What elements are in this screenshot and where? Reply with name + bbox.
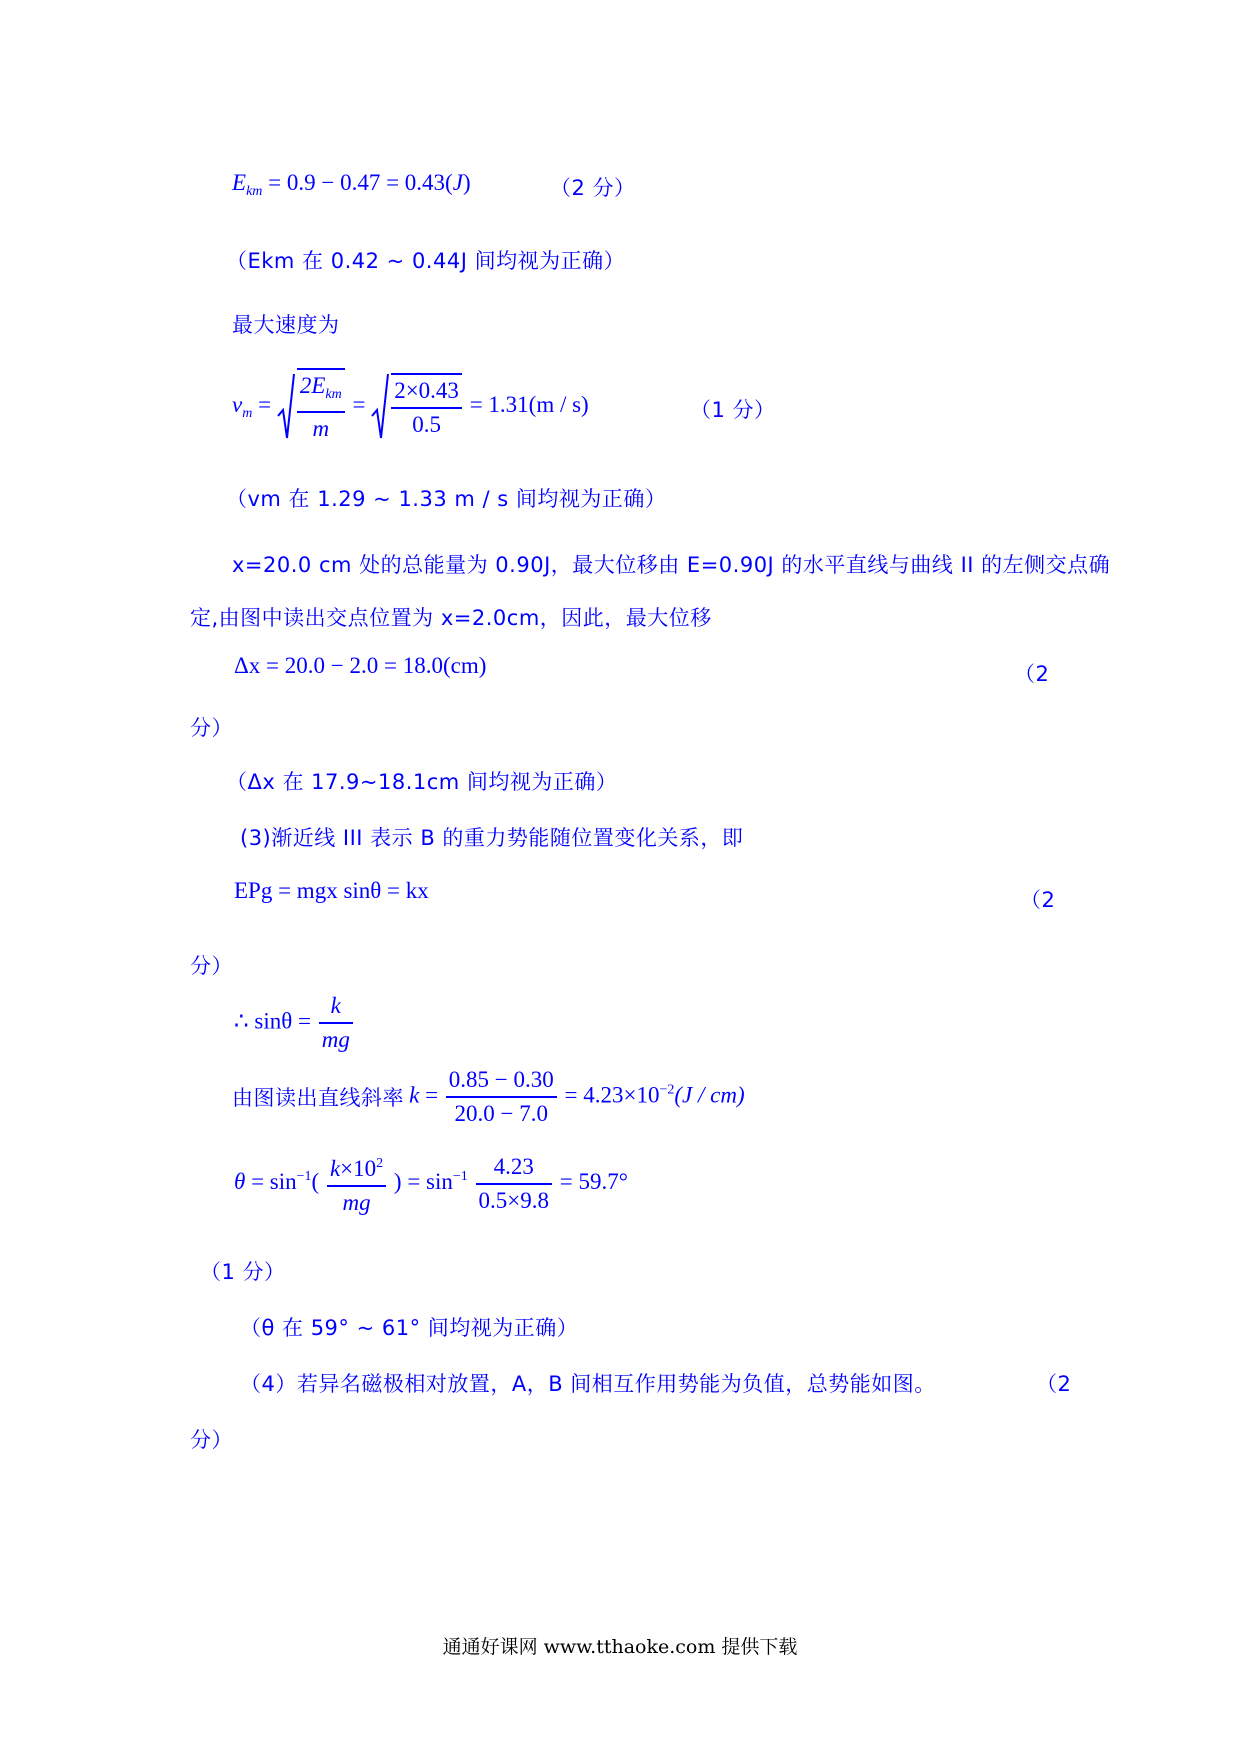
score-2-close: 分）	[190, 954, 233, 978]
delta-x-equation: Δx = 20.0 − 2.0 = 18.0(cm)	[234, 653, 487, 678]
score-1: （1 分）	[200, 1260, 286, 1284]
sqrt-sign	[277, 372, 295, 442]
page-footer: 通通好课网 www.tthaoke.com 提供下载	[442, 1636, 798, 1658]
ekm-equation: $E_{km} = 0.9 - 0.47 = 0.43(J)$	[232, 170, 471, 199]
score-2-open: （2	[1020, 888, 1056, 912]
score-2-close: 分）	[190, 716, 233, 740]
vm-equation: $v_m$ = $\frac{2E_{km}}{m}$ = $\frac{2\times 0.43}{0.5}$ = 1.31(m / s)	[232, 368, 589, 445]
score-1: （1 分）	[690, 398, 776, 422]
score-2: （2 分）	[550, 176, 636, 200]
epg-equation: EPg = mgx sinθ = kx	[234, 878, 429, 903]
theta-range-note: （θ 在 59° ~ 61° 间均视为正确）	[240, 1316, 579, 1340]
paragraph-line-2: 定,由图中读出交点位置为 x=2.0cm，因此，最大位移	[190, 606, 712, 630]
score-2-close: 分）	[190, 1428, 233, 1452]
score-2-open: （2	[1036, 1372, 1072, 1396]
paragraph-line-1: x=20.0 cm 处的总能量为 0.90J，最大位移由 E=0.90J 的水平直线与曲线 II 的左侧交点确	[232, 553, 1111, 577]
part3-intro: (3)渐近线 III 表示 B 的重力势能随位置变化关系，即	[240, 826, 744, 850]
sqrt-sign	[371, 372, 389, 442]
part4-statement: （4）若异名磁极相对放置，A，B 间相互作用势能为负值，总势能如图。	[240, 1372, 936, 1396]
sin-theta-equation: ∴ sinθ = $\frac{k}{mg}$	[234, 990, 355, 1056]
theta-equation: $\theta = \sin^{-1}$( $\frac{k\times 10^2}{mg}$ ) = $\sin^{-1}$ $\frac{4.23}{0.5\times 9.8}$ = 59.7°	[234, 1148, 628, 1219]
slope-equation: 由图读出直线斜率 k = $\frac{0.85 - 0.30}{20.0 - 7.0}$ = $4.23\times 10^{-2}(J / cm)$	[232, 1064, 745, 1130]
score-2-open: （2	[1014, 662, 1050, 686]
vm-range-note: （vm 在 1.29 ~ 1.33 m / s 间均视为正确）	[226, 487, 667, 511]
max-speed-label: 最大速度为	[232, 313, 340, 337]
ekm-range-note: （Ekm 在 0.42 ~ 0.44J 间均视为正确）	[226, 249, 626, 273]
delta-x-range-note: （Δx 在 17.9~18.1cm 间均视为正确）	[226, 770, 618, 794]
